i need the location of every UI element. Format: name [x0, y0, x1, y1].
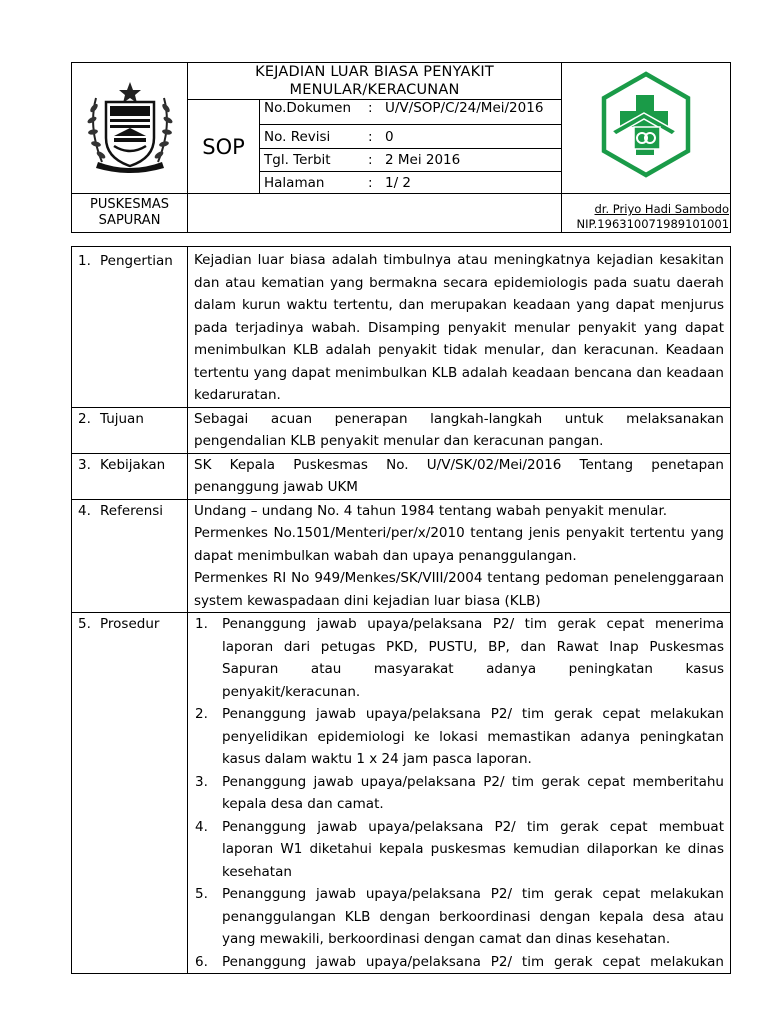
meta-label: Halaman — [264, 174, 325, 191]
tujuan-text: Sebagai acuan penerapan langkah-langkah untuk melaksanakan pengendalian KLB penyakit menular dan keracunan pangan. — [194, 410, 724, 449]
meta-colon: : — [368, 100, 373, 116]
meta-label: Tgl. Terbit — [264, 152, 331, 168]
step-text: Penanggung jawab upaya/pelaksana P2/ tim gerak cepat memberitahu kepala desa dan camat. — [222, 773, 724, 812]
procedure-step — [194, 613, 724, 703]
sop-title-line2: MENULAR/KERACUNAN — [289, 82, 460, 98]
blank-cell — [188, 194, 562, 233]
step-text: Penanggung jawab upaya/pelaksana P2/ tim gerak cepat melakukan penyelidikan epidemiologi ke lokasi memastikan adanya peningkatan kasus dalam waktu 1 x 24 jam pasca laporan. — [222, 706, 724, 767]
meta-label: No. Revisi — [264, 128, 331, 145]
signer-block — [562, 194, 731, 233]
step-number: 2. — [195, 706, 208, 722]
section-title: Tujuan — [100, 410, 144, 427]
section-label — [72, 613, 188, 974]
section-pengertian — [72, 247, 731, 408]
step-text: Penanggung jawab upaya/pelaksana P2/ tim gerak cepat menerima laporan dari petugas PKD, PUSTU, BP, dan Rawat Inap Puskesmas Sapuran atau masyarakat adanya peningkatan kasus penyakit/keracunan. — [222, 616, 724, 700]
meta-row-halaman — [260, 172, 562, 194]
section-text — [188, 453, 731, 499]
section-text — [188, 407, 731, 453]
section-number: 5. — [78, 616, 91, 632]
section-label — [72, 247, 188, 408]
meta-value: 1/ 2 — [385, 174, 412, 191]
section-label — [72, 499, 188, 613]
meta-colon: : — [368, 152, 373, 168]
puskesmas-logo-cell — [562, 63, 731, 194]
sop-title — [188, 63, 562, 100]
referensi-item: Permenkes RI No 949/Menkes/SK/VIII/2004 tentang pedoman penelenggaraan system kewaspadaan dini kejadian luar biasa (KLB) — [194, 570, 724, 609]
regency-emblem-cell — [72, 63, 188, 194]
meta-row-tgl-terbit — [260, 149, 562, 172]
section-title: Kebijakan — [100, 456, 166, 473]
section-referensi — [72, 499, 731, 613]
meta-label: No.Dokumen — [264, 100, 352, 116]
procedure-step — [194, 771, 724, 816]
step-number: 6. — [195, 953, 208, 970]
section-text — [188, 247, 731, 408]
regency-emblem-icon — [84, 78, 176, 174]
org-line1: PUSKESMAS — [90, 197, 169, 212]
signer-nip: NIP.196310071989101001 — [576, 217, 730, 231]
step-text: Penanggung jawab upaya/pelaksana P2/ tim gerak cepat melakukan penanggulangan KLB dengan berkoordinasi dengan kepala desa atau yang mewakili, berkoordinasi dengan camat dan dinas kesehatan. — [222, 886, 724, 947]
org-line2: SAPURAN — [98, 213, 161, 228]
procedure-step — [194, 951, 724, 974]
section-number: 4. — [78, 502, 91, 519]
sop-header-table — [71, 62, 731, 233]
step-number: 1. — [195, 616, 208, 632]
meta-colon: : — [368, 128, 373, 145]
sop-content-table — [71, 246, 731, 974]
step-number: 3. — [195, 773, 208, 790]
section-number: 3. — [78, 456, 91, 473]
meta-colon: : — [368, 174, 373, 191]
puskesmas-logo-icon — [598, 71, 694, 181]
procedure-step — [194, 816, 724, 884]
meta-row-no-revisi — [260, 125, 562, 149]
kebijakan-text: SK Kepala Puskesmas No. U/V/SK/02/Mei/2016 Tentang penetapan penanggung jawab UKM — [194, 456, 724, 495]
meta-value: U/V/SOP/C/24/Mei/2016 — [385, 100, 544, 116]
referensi-item: Permenkes No.1501/Menteri/per/x/2010 tentang jenis penyakit tertentu yang dapat menimbulkan wabah dan upaya penanggulangan. — [194, 525, 724, 564]
section-number: 1. — [78, 253, 91, 269]
meta-value: 0 — [385, 128, 394, 145]
procedure-step — [194, 883, 724, 951]
section-kebijakan — [72, 453, 731, 499]
step-text: Penanggung jawab upaya/pelaksana P2/ tim gerak cepat membuat laporan W1 diketahui kepala puskesmas kemudian dilaporkan ke dinas kesehatan — [222, 818, 724, 880]
step-number: 5. — [195, 886, 208, 902]
step-number: 4. — [195, 818, 208, 835]
section-title: Referensi — [100, 502, 164, 519]
sop-label: SOP — [188, 100, 260, 194]
step-text: Penanggung jawab upaya/pelaksana P2/ tim gerak cepat melakukan — [222, 953, 724, 970]
meta-value: 2 Mei 2016 — [385, 152, 461, 168]
sop-title-line1: KEJADIAN LUAR BIASA PENYAKIT — [255, 64, 494, 80]
meta-row-no-dokumen — [260, 100, 562, 125]
section-tujuan — [72, 407, 731, 453]
procedure-list — [194, 613, 724, 973]
procedure-step — [194, 703, 724, 771]
section-text — [188, 613, 731, 974]
section-number: 2. — [78, 410, 91, 427]
section-title: Pengertian — [100, 253, 173, 269]
section-label — [72, 453, 188, 499]
section-title: Prosedur — [100, 616, 160, 632]
organization-name — [72, 194, 188, 233]
section-prosedur — [72, 613, 731, 974]
section-text — [188, 499, 731, 613]
pengertian-text: Kejadian luar biasa adalah timbulnya atau meningkatnya kejadian kesakitan dan atau kematian yang bermakna secara epidemiologis pada suatu daerah dalam kurun waktu tertentu, dan merupakan keadaan yang dapat menjurus pada terjadinya wabah. Disamping penyakit menular penyakit yang dapat menimbulkan KLB adalah penyakit tidak menular, dan keracunan. Keadaan tertentu yang dapat menimbulkan KLB adalah keadaan bencana dan keadaan kedaruratan. — [194, 252, 724, 403]
signer-name: dr. Priyo Hadi Sambodo — [594, 202, 730, 216]
section-label — [72, 407, 188, 453]
referensi-item: Undang – undang No. 4 tahun 1984 tentang wabah penyakit menular. — [194, 502, 668, 519]
